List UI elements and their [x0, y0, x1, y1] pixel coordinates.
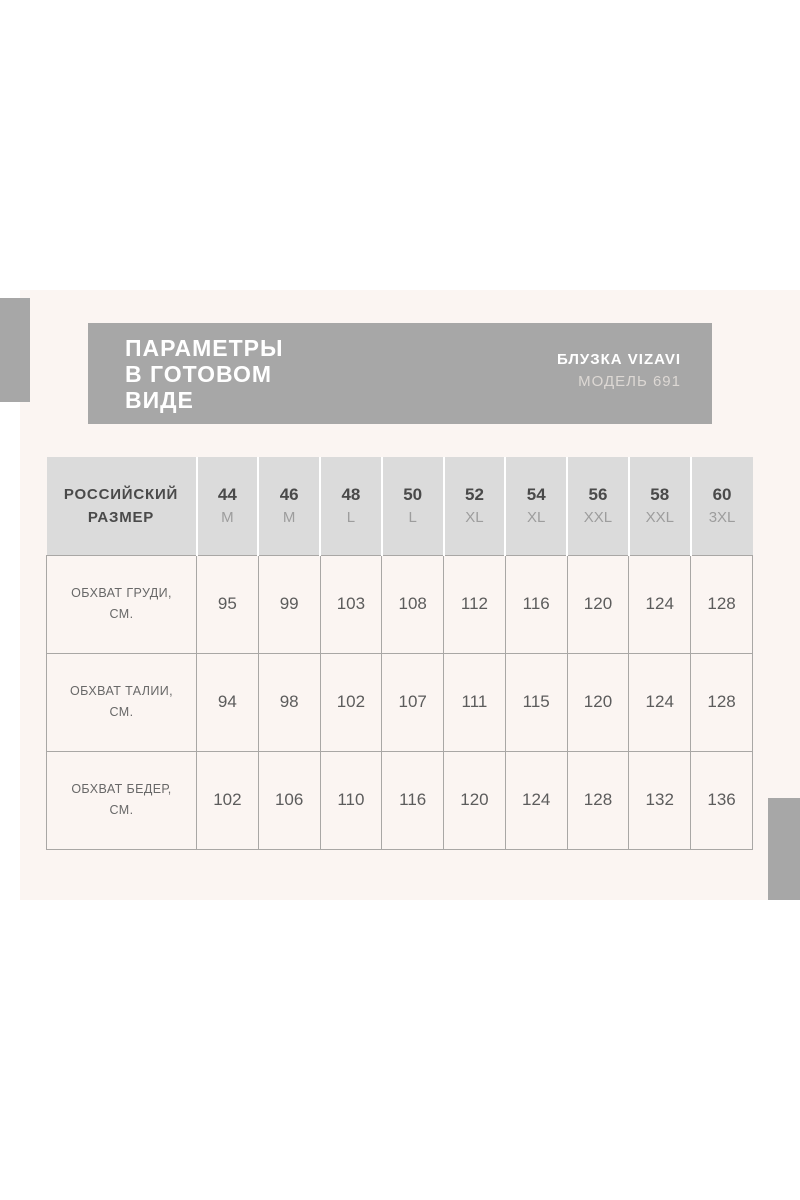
size-intl-label: XXL	[583, 509, 613, 527]
measurement-cell: 120	[444, 751, 506, 849]
size-intl-label: L	[408, 509, 417, 527]
size-ru-label: 44	[217, 485, 237, 505]
measurement-cell: 107	[382, 653, 444, 751]
size-column-header	[320, 457, 382, 555]
measurement-cell: 132	[629, 751, 691, 849]
row-label-line: ОБХВАТ БЕДЕР,	[71, 782, 172, 796]
table-row	[47, 555, 753, 653]
right-accent-bar	[768, 798, 800, 900]
size-intl-label: L	[346, 509, 356, 527]
measurement-cell: 108	[382, 555, 444, 653]
size-ru-label: 48	[341, 485, 361, 505]
measurement-cell: 106	[258, 751, 320, 849]
size-intl-label: XL	[527, 509, 546, 527]
measurement-cell: 99	[258, 555, 320, 653]
size-column-header	[197, 457, 259, 555]
measurement-cell: 124	[505, 751, 567, 849]
measurement-cell: 136	[691, 751, 753, 849]
measurement-cell: 112	[444, 555, 506, 653]
measurement-cell: 111	[444, 653, 506, 751]
measurement-cell: 102	[197, 751, 259, 849]
size-column-header	[258, 457, 320, 555]
size-column-header	[567, 457, 629, 555]
table-row	[47, 653, 753, 751]
page-title	[125, 335, 283, 413]
measurement-cell: 115	[505, 653, 567, 751]
size-label-line: РОССИЙСКИЙ	[63, 485, 179, 503]
size-ru-label: 50	[403, 485, 423, 505]
size-ru-label: 52	[464, 485, 484, 505]
page-title-line: В ГОТОВОМ	[125, 361, 273, 387]
product-model: МОДЕЛЬ 691	[578, 373, 681, 390]
measurement-cell: 120	[567, 555, 629, 653]
size-column-header	[691, 457, 753, 555]
measurement-cell: 94	[197, 653, 259, 751]
measurement-row-label	[47, 555, 197, 653]
size-intl-label: XL	[465, 509, 484, 527]
measurement-cell: 120	[567, 653, 629, 751]
row-label-line: СМ.	[109, 705, 134, 719]
measurement-cell: 98	[258, 653, 320, 751]
size-table	[46, 457, 753, 850]
size-column-header	[382, 457, 444, 555]
measurement-cell: 128	[691, 555, 753, 653]
table-header-row	[47, 457, 753, 555]
size-intl-label: M	[282, 509, 296, 527]
size-ru-label: 56	[588, 485, 608, 505]
page-title-line: ВИДЕ	[125, 387, 194, 413]
size-ru-label: 60	[712, 485, 732, 505]
measurement-cell: 110	[320, 751, 382, 849]
measurement-cell: 128	[567, 751, 629, 849]
measurement-cell: 102	[320, 653, 382, 751]
page-title-line: ПАРАМЕТРЫ	[125, 335, 284, 361]
row-label-line: СМ.	[109, 607, 134, 621]
size-column-header	[629, 457, 691, 555]
size-label-header	[47, 457, 197, 555]
size-column-header	[444, 457, 506, 555]
product-info	[557, 351, 681, 390]
size-label-line: РАЗМЕР	[87, 508, 155, 526]
measurement-row-label	[47, 751, 197, 849]
table-row	[47, 751, 753, 849]
size-intl-label: M	[221, 509, 234, 527]
measurement-cell: 124	[629, 555, 691, 653]
measurement-cell: 116	[382, 751, 444, 849]
size-intl-label: 3XL	[708, 509, 736, 527]
row-label-line: ОБХВАТ ТАЛИИ,	[69, 684, 174, 698]
header-banner	[88, 323, 712, 424]
measurement-cell: 95	[197, 555, 259, 653]
measurement-cell: 116	[505, 555, 567, 653]
left-accent-bar	[0, 298, 30, 402]
size-ru-label: 46	[279, 485, 299, 505]
measurement-cell: 128	[691, 653, 753, 751]
measurement-cell: 103	[320, 555, 382, 653]
row-label-line: ОБХВАТ ГРУДИ,	[71, 586, 172, 600]
size-ru-label: 54	[526, 485, 546, 505]
measurement-cell: 124	[629, 653, 691, 751]
measurement-row-label	[47, 653, 197, 751]
product-name: БЛУЗКА VIZAVI	[556, 351, 681, 368]
size-intl-label: XXL	[645, 509, 674, 527]
row-label-line: СМ.	[109, 803, 134, 817]
size-ru-label: 58	[650, 485, 670, 505]
size-column-header	[505, 457, 567, 555]
